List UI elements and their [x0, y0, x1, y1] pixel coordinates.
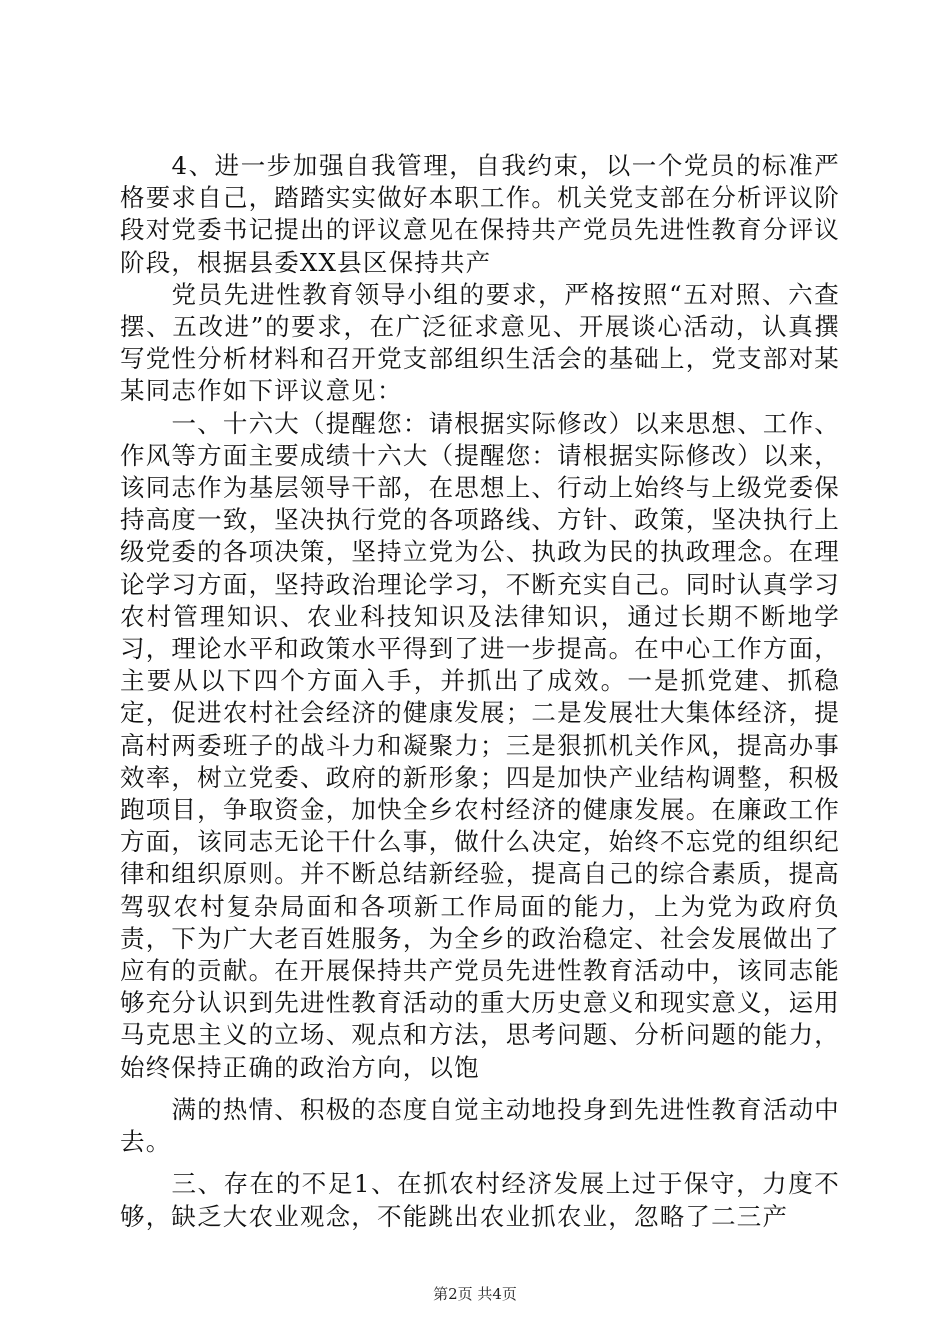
page-footer: 第2页 共4页 [433, 1285, 517, 1303]
paragraph-achievements-continued: 满的热情、积极的态度自觉主动地投身到先进性教育活动中去。 [120, 1094, 840, 1157]
paragraph-evaluation-intro: 党员先进性教育领导小组的要求，严格按照“五对照、六查摆、五改进”的要求，在广泛征求意见、开展谈心活动，认真撰写党性分析材料和召开党支部组织生活会的基础上，党支部对某某同志作如下评议意见： [120, 279, 840, 406]
paragraph-shortcomings: 三、存在的不足1、在抓农村经济发展上过于保守，力度不够，缺乏大农业观念，不能跳出农业抓农业，忽略了二三产 [120, 1169, 840, 1231]
paragraph-self-management: 4、进一步加强自我管理，自我约束，以一个党员的标准严格要求自己，踏踏实实做好本职工作。机关党支部在分析评议阶段对党委书记提出的评议意见在保持共产党员先进性教育分评议阶段，根据县委XX县区保持共产 [120, 151, 840, 277]
document-body [120, 150, 840, 1233]
paragraph-achievements: 一、十六大（提醒您：请根据实际修改）以来思想、工作、作风等方面主要成绩十六大（提醒您：请根据实际修改）以来，该同志作为基层领导干部，在思想上、行动上始终与上级党委保持高度一致，坚决执行党的各项路线、方针、政策，坚决执行上级党委的各项决策，坚持立党为公、执政为民的执政理念。在理论学习方面，坚持政治理论学习，不断充实自己。同时认真学习农村管理知识、农业科技知识及法律知识，通过长期不断地学习，理论水平和政策水平得到了进一步提高。在中心工作方面，主要从以下四个方面入手，并抓出了成效。一是抓党建、抓稳定，促进农村社会经济的健康发展；二是发展壮大集体经济，提高村两委班子的战斗力和凝聚力；三是狠抓机关作风，提高办事效率，树立党委、政府的新形象；四是加快产业结构调整，积极跑项目，争取资金，加快全乡农村经济的健康发展。在廉政工作方面，该同志无论干什么事，做什么决定，始终不忘党的组织纪律和组织原则。并不断总结新经验，提高自己的综合素质，提高驾驭农村复杂局面和各项新工作局面的能力，上为党为政府负责，下为广大老百姓服务，为全乡的政治稳定、社会发展做出了应有的贡献。在开展保持共产党员先进性教育活动中，该同志能够充分认识到先进性教育活动的重大历史意义和现实意义，运用马克思主义的立场、观点和方法，思考问题、分析问题的能力，始终保持正确的政治方向，以饱 [120, 408, 840, 1082]
